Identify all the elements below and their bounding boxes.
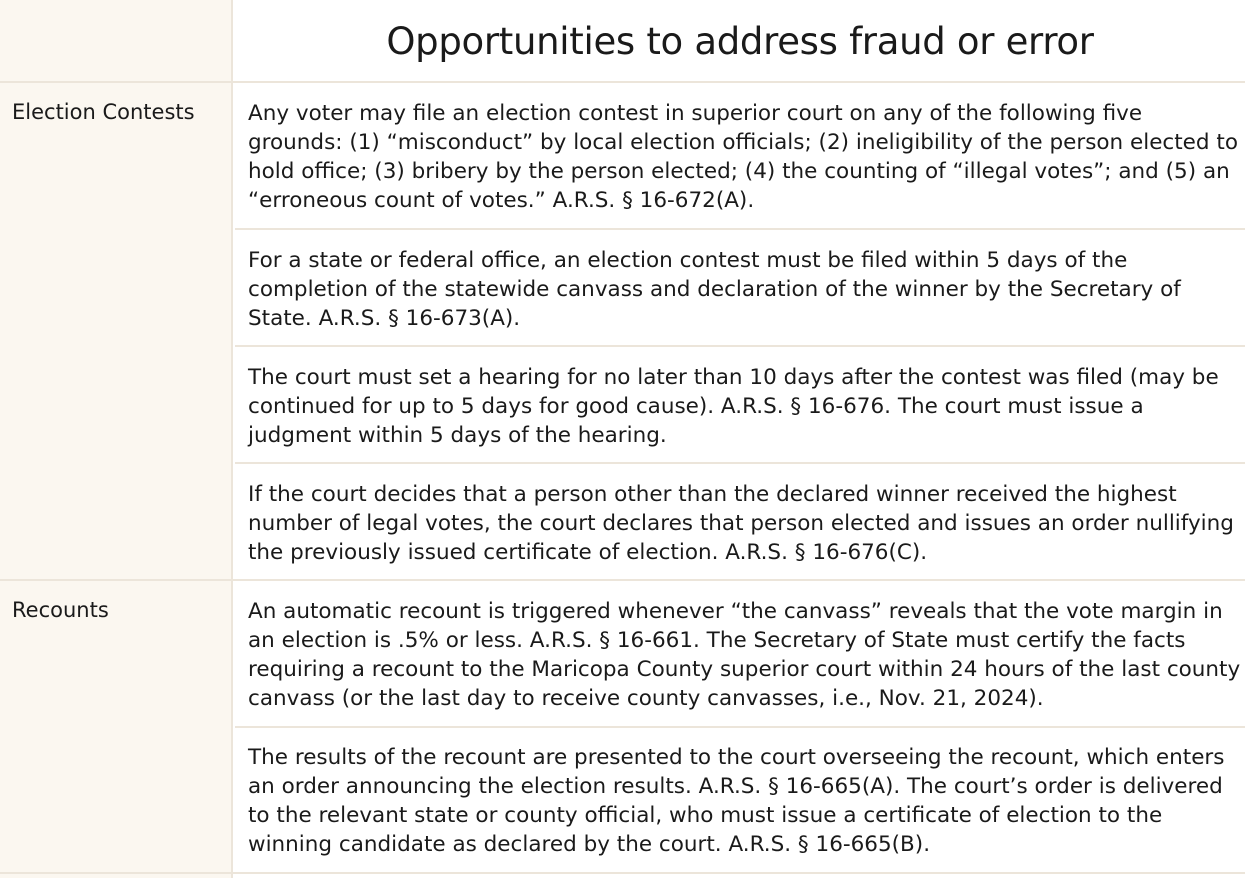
section-divider (0, 579, 1245, 581)
cell-election-contests-grounds: Any voter may file an election contest in superior court on any of the following five grounds: (1) “misconduct” by local election officials; (2) ineligibility of the person elected to hold office; (3) bribery by the person elected; (4) the counting of “illegal votes”; and (5) an “erroneous count of votes.” A.R.S. § 16-672(A). (248, 101, 1238, 213)
table-title: Opportunities to address fraud or error (386, 19, 1094, 63)
cell-election-contests-hearing: The court must set a hearing for no later than 10 days after the contest was filed (may be continued for up to 5 days for good cause). A.R.S. § 16-676. The court must issue a judgment within 5 days of the hearing. (248, 365, 1219, 448)
label-column (0, 0, 233, 878)
cell-election-contests-judgment: If the court decides that a person other than the declared winner received the highest number of legal votes, the court declares that person elected and issues an order nullifying the previously issued certificate of election. A.R.S. § 16-676(C). (248, 482, 1234, 565)
cell-recounts-results: The results of the recount are presented to the court overseeing the recount, which enters an order announcing the election results. A.R.S. § 16-665(A). The court’s order is delivered to the relevant state or county official, who must issue a certificate of election to the winning candidate as declared by the court. A.R.S. § 16-665(B). (248, 745, 1225, 857)
row-divider (235, 462, 1245, 464)
row-divider (235, 726, 1245, 728)
section-label-recounts: Recounts (12, 598, 109, 622)
row-divider (235, 228, 1245, 230)
table-header (235, 0, 1245, 82)
header-divider (0, 81, 1245, 83)
table-bottom-divider (0, 872, 1245, 874)
section-label-election-contests: Election Contests (12, 100, 195, 124)
cell-election-contests-deadline: For a state or federal office, an election contest must be filed within 5 days of the completion of the statewide canvass and declaration of the winner by the Secretary of State. A.R.S. § 16-673(A). (248, 248, 1181, 331)
row-divider (235, 345, 1245, 347)
cell-recounts-trigger: An automatic recount is triggered whenever “the canvass” reveals that the vote margin in an election is .5% or less. A.R.S. § 16-661. The Secretary of State must certify the facts requiring a recount to the Maricopa County superior court within 24 hours of the last county canvass (or the last day to receive county canvasses, i.e., Nov. 21, 2024). (248, 599, 1241, 711)
